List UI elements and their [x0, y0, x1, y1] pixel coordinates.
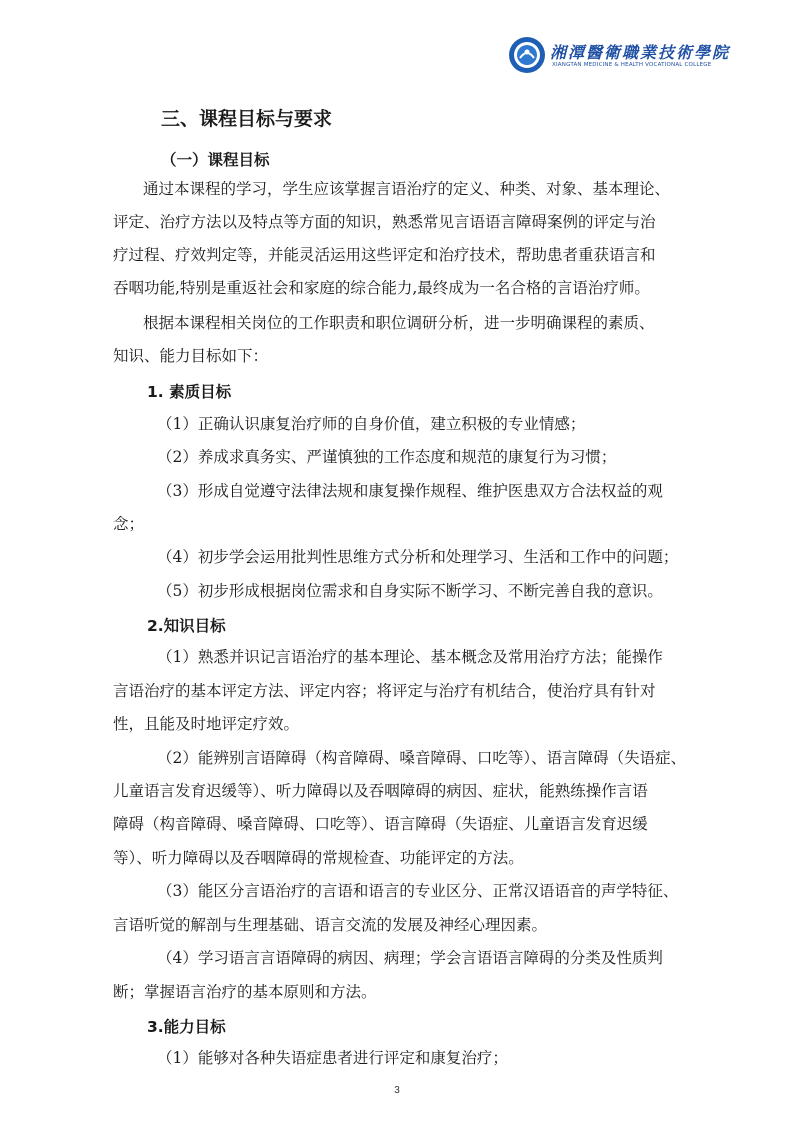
- list-item: （1）能够对各种失语症患者进行评定和康复治疗；: [157, 1049, 508, 1067]
- list-item: （2）能辨别言语障碍（构音障碍、嗓音障碍、口吃等）、语言障碍（失语症、: [157, 749, 687, 767]
- knowledge-goals-heading: 2.知识目标: [147, 617, 226, 635]
- list-item: 等）、听力障碍以及吞咽障碍的常规检查、功能评定的方法。: [113, 849, 524, 867]
- list-item: （3）形成自觉遵守法律法规和康复操作规程、维护医患双方合法权益的观: [157, 482, 663, 500]
- page-number: 3: [394, 1085, 400, 1096]
- list-item: 断；掌握语言治疗的基本原则和方法。: [113, 983, 377, 1001]
- paragraph-line: 知识、能力目标如下：: [113, 347, 269, 365]
- list-item: （1）正确认识康复治疗师的自身价值，建立积极的专业情感；: [157, 415, 586, 433]
- logo-chinese-name: 湘潭醫衛職業技術學院: [550, 43, 731, 62]
- list-item: 障碍（构音障碍、嗓音障碍、口吃等）、语言障碍（失语症、儿童语言发育迟缓: [113, 815, 648, 833]
- paragraph-line: 疗过程、疗效判定等，并能灵活运用这些评定和治疗技术，帮助患者重获语言和: [113, 246, 656, 264]
- paragraph-line: 吞咽功能,特别是重返社会和家庭的综合能力,最终成为一名合格的言语治疗师。: [113, 279, 650, 297]
- subsection-title: （一）课程目标: [161, 151, 270, 169]
- list-item: （1）熟悉并识记言语治疗的基本理论、基本概念及常用治疗方法；能操作: [157, 648, 663, 666]
- list-item: （4）学习语言言语障碍的病因、病理；学会言语语言障碍的分类及性质判: [157, 949, 663, 967]
- paragraph-line: 评定、治疗方法以及特点等方面的知识，熟悉常见言语语言障碍案例的评定与治: [113, 213, 656, 231]
- list-item: 言语治疗的基本评定方法、评定内容；将评定与治疗有机结合，使治疗具有针对: [113, 682, 656, 700]
- list-item: 念；: [113, 515, 145, 533]
- ability-goals-heading: 3.能力目标: [147, 1018, 226, 1036]
- list-item: 性，且能及时地评定疗效。: [113, 715, 300, 733]
- college-logo: [508, 34, 731, 78]
- list-item: （5）初步形成根据岗位需求和自身实际不断学习、不断完善自我的意识。: [157, 582, 663, 600]
- paragraph-line: 通过本课程的学习，学生应该掌握言语治疗的定义、种类、对象、基本理论、: [143, 180, 671, 198]
- list-item: 儿童语言发育迟缓等）、听力障碍以及吞咽障碍的病因、症状，能熟练操作言语: [113, 782, 648, 800]
- section-title: 三、课程目标与要求: [161, 108, 333, 130]
- list-item: （4）初步学会运用批判性思维方式分析和处理学习、生活和工作中的问题；: [157, 548, 679, 566]
- list-item: 言语听觉的解剖与生理基础、语言交流的发展及神经心理因素。: [113, 916, 548, 934]
- logo-english-name: XIANGTAN MEDICINE & HEALTH VOCATIONAL COLLEGE: [552, 62, 712, 68]
- quality-goals-heading: 1. 素质目标: [147, 383, 232, 401]
- paragraph-line: 根据本课程相关岗位的工作职责和职位调研分析，进一步明确课程的素质、: [143, 314, 655, 332]
- college-emblem-icon: [508, 36, 546, 74]
- list-item: （2）养成求真务实、严谨慎独的工作态度和规范的康复行为习惯；: [157, 448, 617, 466]
- list-item: （3）能区分言语治疗的言语和语言的专业区分、正常汉语语音的声学特征、: [157, 882, 679, 900]
